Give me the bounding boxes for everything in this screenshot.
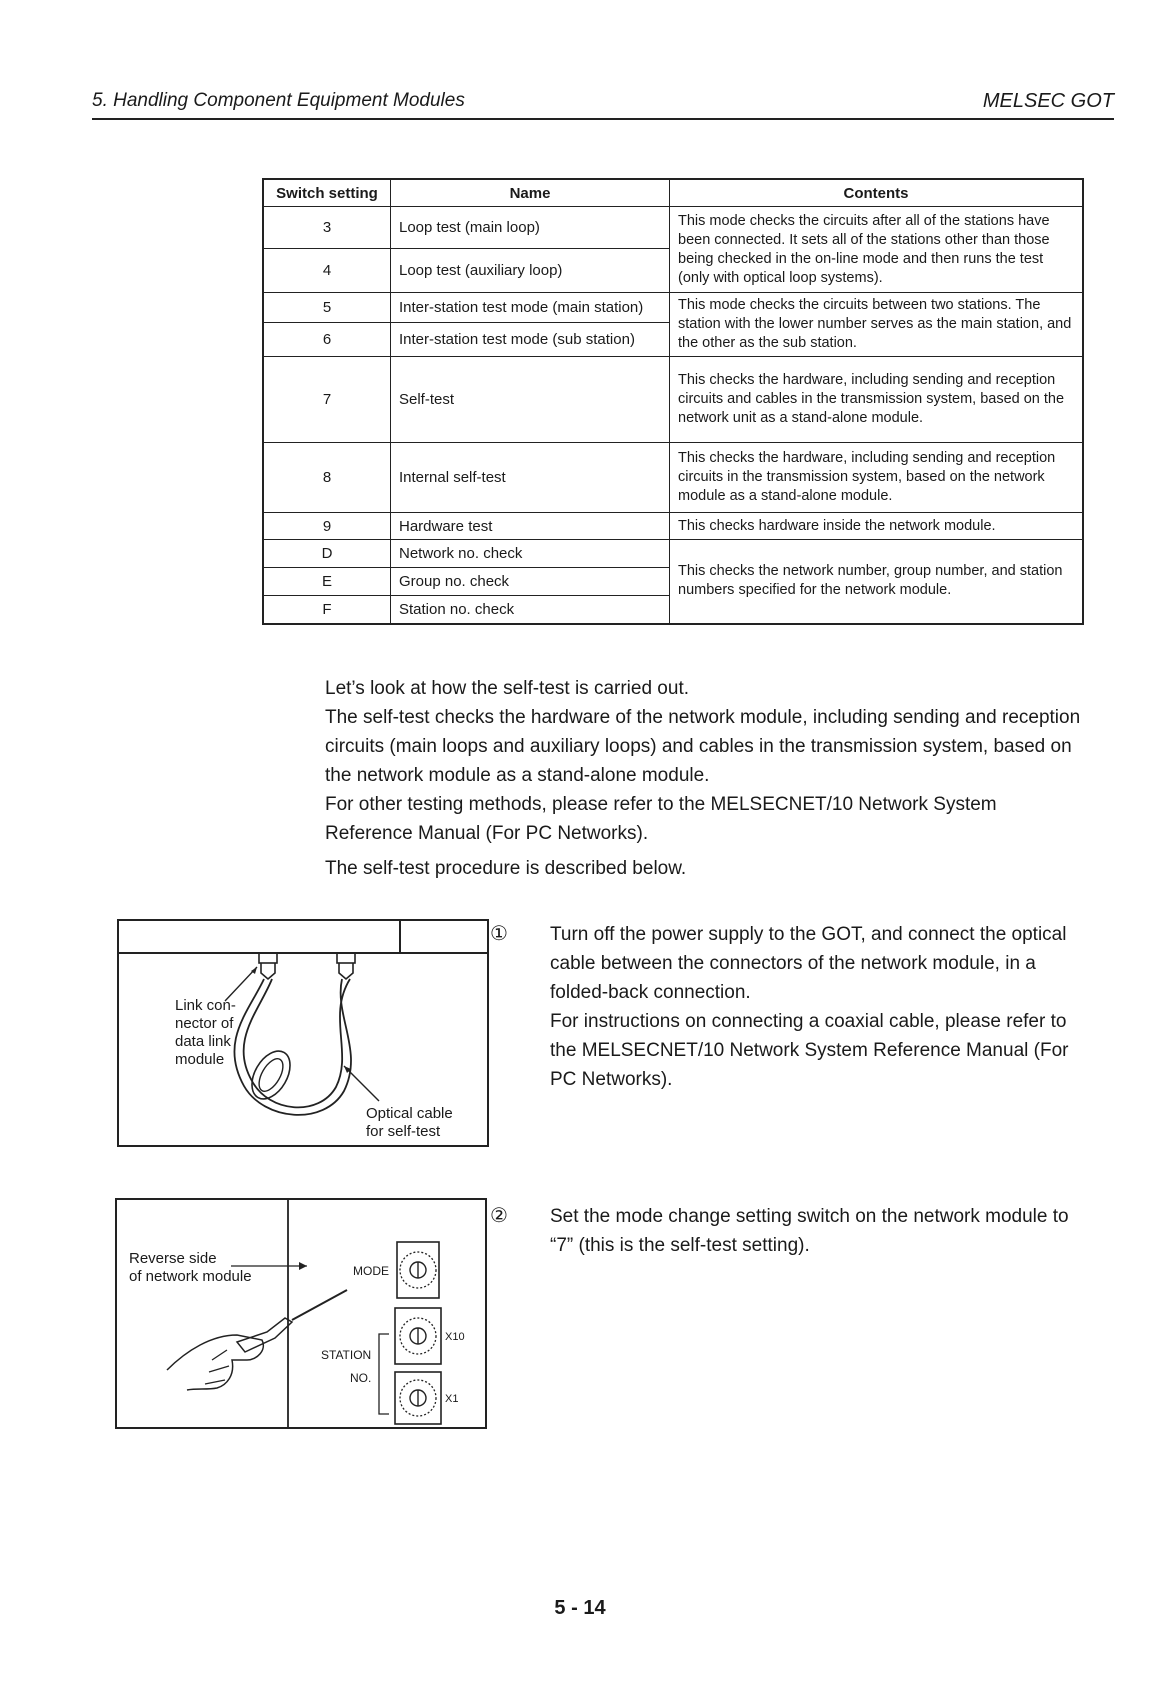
- name-cell: Inter-station test mode (main station): [391, 293, 670, 323]
- name-cell: Loop test (main loop): [391, 207, 670, 249]
- step-1-marker: ①: [490, 923, 508, 945]
- contents-cell: This checks hardware inside the network module.: [670, 513, 1084, 540]
- contents-cell: This checks the hardware, including sending and reception circuits and cables in the transmission system, based on the network unit as a stand-alone module.: [670, 357, 1084, 443]
- figure-optical-cable: [117, 919, 489, 1147]
- station-no-label: NO.: [350, 1371, 372, 1385]
- switch-diagram: [117, 1200, 485, 1427]
- name-cell: Inter-station test mode (sub station): [391, 323, 670, 357]
- step-2-text: Set the mode change setting switch on the network module to “7” (this is the self-test setting).: [550, 1206, 1069, 1256]
- contents-cell: This mode checks the circuits after all of the stations have been connected. It sets all of the stations other than those being checked in the on-line mode and then runs the test (only with optical loop systems).: [670, 207, 1084, 293]
- setting-cell: F: [263, 596, 391, 624]
- name-cell: Network no. check: [391, 540, 670, 568]
- setting-cell: 8: [263, 443, 391, 513]
- optical-cable-label: Optical cable for self-test: [366, 1105, 453, 1140]
- station-label: STATION: [321, 1348, 372, 1362]
- setting-cell: 6: [263, 323, 391, 357]
- table-row: [263, 293, 1083, 323]
- setting-cell: 7: [263, 357, 391, 443]
- intro-paragraph: The self-test procedure is described below.: [325, 858, 687, 879]
- table-row: [263, 513, 1083, 540]
- column-header-switch-setting: Switch setting: [263, 179, 391, 207]
- figure-mode-switch: [115, 1198, 487, 1429]
- intro-text: [325, 674, 1085, 883]
- table-row: [263, 443, 1083, 513]
- table-header-row: [263, 179, 1083, 207]
- setting-cell: D: [263, 540, 391, 568]
- page-header: [92, 90, 1114, 120]
- intro-paragraph: The self-test checks the hardware of the network module, including sending and reception circuits (main loops and auxiliary loops) and cables in the transmission system, based on the network module as a stand-alone module.: [325, 707, 1081, 786]
- setting-cell: 3: [263, 207, 391, 249]
- mode-label: MODE: [353, 1264, 389, 1278]
- table-row: [263, 207, 1083, 249]
- contents-cell: This checks the network number, group number, and station numbers specified for the network module.: [670, 540, 1084, 624]
- intro-paragraph: Let’s look at how the self-test is carried out.: [325, 678, 689, 699]
- column-header-contents: Contents: [670, 179, 1084, 207]
- name-cell: Internal self-test: [391, 443, 670, 513]
- connector-label: Link con- nector of data link module: [175, 997, 236, 1068]
- step-1: [490, 920, 1090, 1094]
- name-cell: Group no. check: [391, 568, 670, 596]
- step-2-marker: ②: [490, 1205, 508, 1227]
- column-header-name: Name: [391, 179, 670, 207]
- name-cell: Hardware test: [391, 513, 670, 540]
- step-1-text: Turn off the power supply to the GOT, and connect the optical cable between the connectors of the network module, in a folded-back connection.: [550, 924, 1067, 1003]
- contents-cell: This checks the hardware, including sending and reception circuits in the transmission system, based on the network module as a stand-alone module.: [670, 443, 1084, 513]
- setting-cell: 5: [263, 293, 391, 323]
- setting-cell: 9: [263, 513, 391, 540]
- name-cell: Station no. check: [391, 596, 670, 624]
- setting-cell: E: [263, 568, 391, 596]
- table-row: [263, 357, 1083, 443]
- step-1-note: For instructions on connecting a coaxial cable, please refer to the MELSECNET/10 Network System Reference Manual (For PC Networks).: [550, 1011, 1069, 1090]
- name-cell: Self-test: [391, 357, 670, 443]
- switch-setting-table: [262, 178, 1084, 625]
- setting-cell: 4: [263, 249, 391, 293]
- x1-label: X1: [445, 1393, 459, 1405]
- product-name: MELSEC GOT: [982, 90, 1114, 112]
- page-number: 5 - 14: [554, 1597, 606, 1619]
- section-title: 5. Handling Component Equipment Modules: [92, 90, 465, 111]
- x10-label: X10: [445, 1331, 465, 1343]
- reverse-side-label: Reverse side of network module: [129, 1250, 252, 1285]
- name-cell: Loop test (auxiliary loop): [391, 249, 670, 293]
- table-row: [263, 540, 1083, 568]
- step-2: [490, 1202, 1090, 1260]
- contents-cell: This mode checks the circuits between two stations. The station with the lower number serves as the main station, and the other as the sub station.: [670, 293, 1084, 357]
- intro-paragraph: For other testing methods, please refer to the MELSECNET/10 Network System Reference Manual (For PC Networks).: [325, 794, 997, 844]
